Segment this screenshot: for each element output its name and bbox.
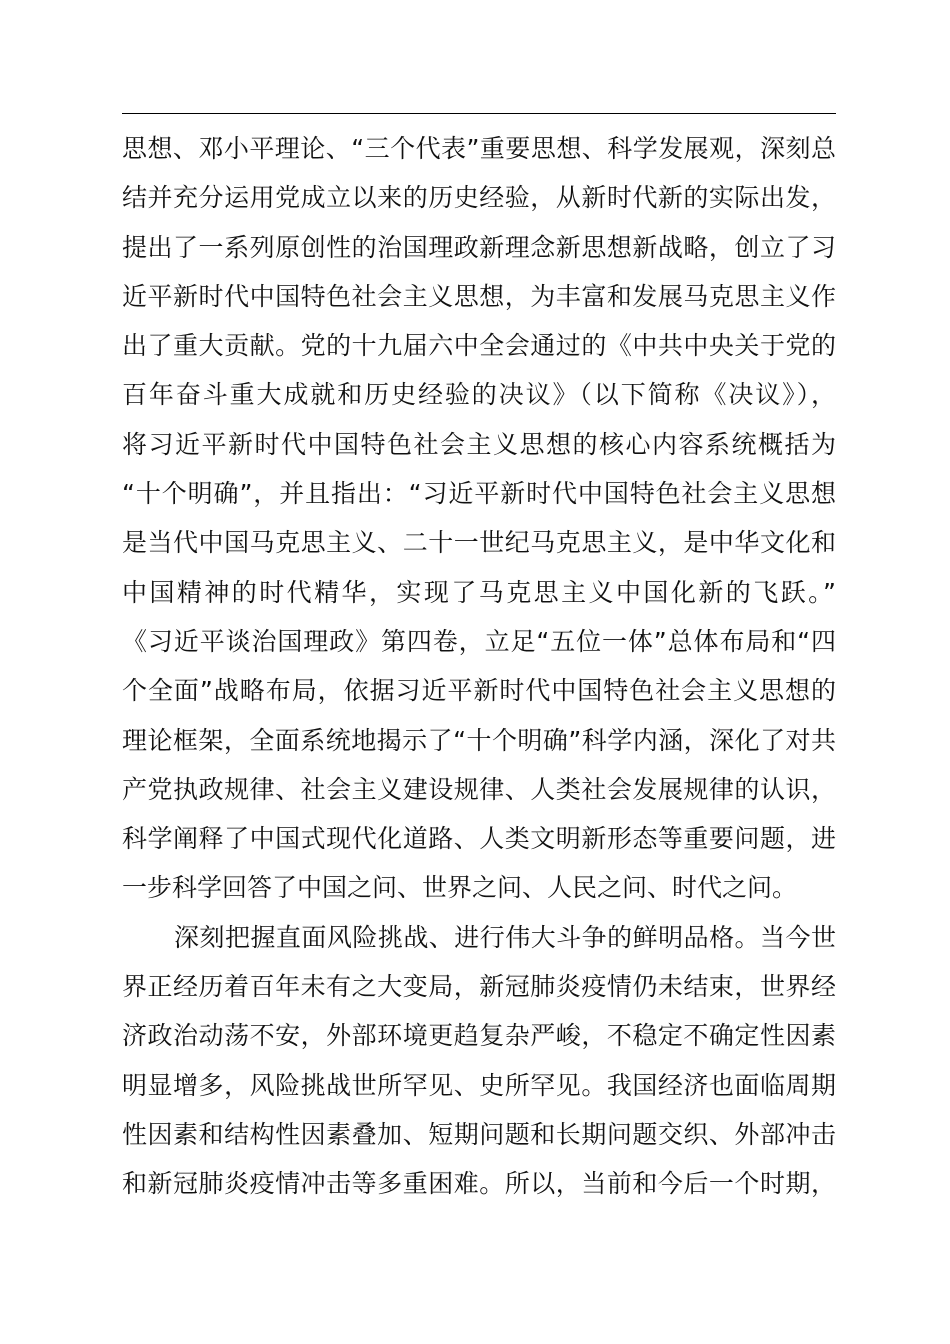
- text-line: 性因素和结构性因素叠加、短期问题和长期问题交织、外部冲击: [122, 1119, 836, 1149]
- text-line: 科学阐释了中国式现代化道路、人类文明新形态等重要问题，进: [122, 824, 836, 854]
- text-line: 中国精神的时代精华，实现了马克思主义中国化新的飞跃。”: [122, 577, 836, 607]
- text-line: 结并充分运用党成立以来的历史经验，从新时代新的实际出发，: [122, 183, 836, 213]
- text-line: 是当代中国马克思主义、二十一世纪马克思主义，是中华文化和: [122, 528, 836, 558]
- text-line: 明显增多，风险挑战世所罕见、史所罕见。我国经济也面临周期: [122, 1070, 836, 1100]
- text-line: 《习近平谈治国理政》第四卷，立足“五位一体”总体布局和“四: [122, 626, 836, 656]
- text-line: 一步科学回答了中国之问、世界之问、人民之问、时代之问。: [122, 873, 798, 903]
- text-line: 将习近平新时代中国特色社会主义思想的核心内容系统概括为: [122, 429, 836, 459]
- text-line: 思想、邓小平理论、“三个代表”重要思想、科学发展观，深刻总: [122, 134, 836, 163]
- text-line: 界正经历着百年未有之大变局，新冠肺炎疫情仍未结束，世界经: [122, 972, 836, 1002]
- paragraph-2: [122, 913, 836, 1209]
- text-line: 和新冠肺炎疫情冲击等多重困难。所以，当前和今后一个时期，: [122, 1169, 836, 1199]
- text-line: 个全面”战略布局，依据习近平新时代中国特色社会主义思想的: [122, 676, 836, 706]
- text-line: 济政治动荡不安，外部环境更趋复杂严峻，不稳定不确定性因素: [122, 1021, 836, 1051]
- text-line: 产党执政规律、社会主义建设规律、人类社会发展规律的认识，: [122, 774, 836, 804]
- text-line: 近平新时代中国特色社会主义思想，为丰富和发展马克思主义作: [122, 281, 836, 311]
- text-line: 理论框架，全面系统地揭示了“十个明确”科学内涵，深化了对共: [122, 725, 836, 755]
- text-line: “十个明确”，并且指出：“习近平新时代中国特色社会主义思想: [122, 479, 836, 509]
- text-line: 百年奋斗重大成就和历史经验的决议》（以下简称《决议》），: [122, 380, 836, 410]
- text-line: 提出了一系列原创性的治国理政新理念新思想新战略，创立了习: [122, 232, 836, 262]
- text-line: 深刻把握直面风险挑战、进行伟大斗争的鲜明品格。当今世: [174, 922, 836, 952]
- text-line: 出了重大贡献。党的十九届六中全会通过的《中共中央关于党的: [122, 331, 836, 361]
- paragraph-1: [122, 124, 836, 913]
- body-text: [122, 124, 836, 1209]
- header-rule: [122, 113, 836, 114]
